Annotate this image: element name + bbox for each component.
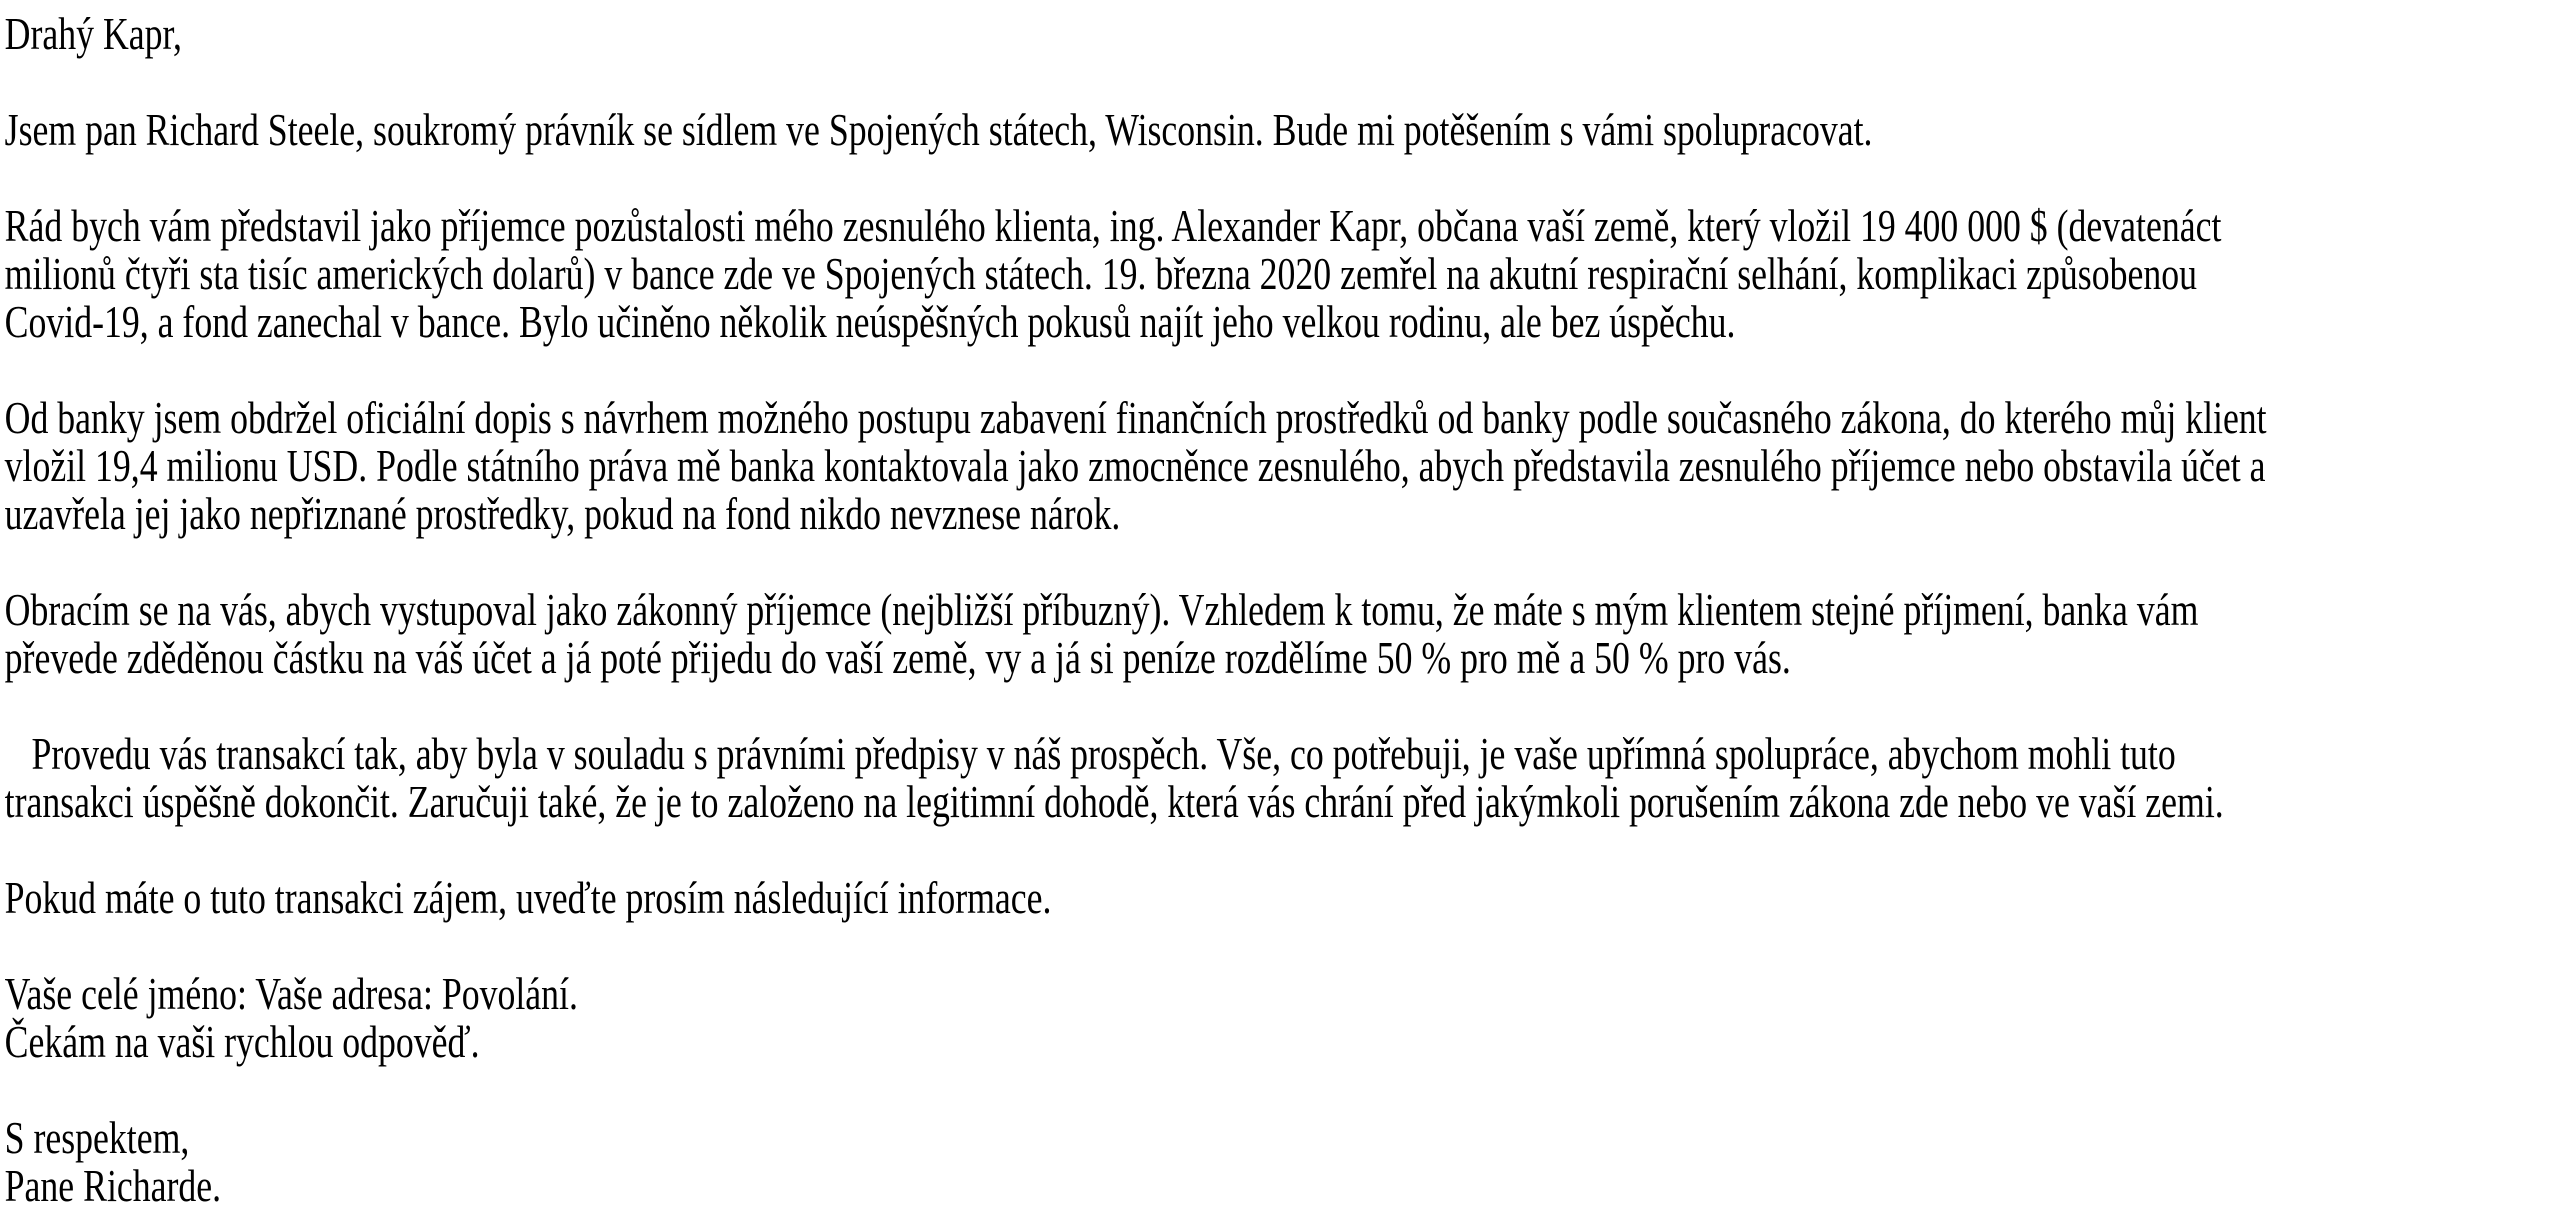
salutation	[5, 10, 2565, 58]
text-line: Covid-19, a fond zanechal v bance. Bylo učiněno několik neúspěšných pokusů najít jeho velkou rodinu, ale bez úspěchu.	[4, 296, 1736, 347]
text-line: Vaše celé jméno: Vaše adresa: Povolání.	[4, 968, 578, 1019]
text-line: převede zděděnou částku na váš účet a já poté přijedu do vaší země, vy a já si peníze rozdělíme 50 % pro mě a 50 % pro vás.	[4, 632, 1791, 683]
sender-name: Pane Richarde.	[4, 1160, 222, 1211]
text-line: Rád bych vám představil jako příjemce pozůstalosti mého zesnulého klienta, ing. Alexander Kapr, občana vaší země, který vložil 19 400 000 $ (devatenáct	[4, 200, 2222, 251]
text-line: Drahý Kapr,	[4, 8, 182, 59]
text-line: Čekám na vaši rychlou odpověď.	[4, 1016, 480, 1067]
introduction-paragraph	[5, 106, 2565, 154]
proposal-paragraph	[5, 586, 2565, 682]
text-line: uzavřela jej jako nepřiznané prostředky, pokud na fond nikdo nevznese nárok.	[4, 488, 1121, 539]
request-info-paragraph	[5, 874, 2565, 922]
text-line: Provedu vás transakcí tak, aby byla v souladu s právními předpisy v náš prospěch. Vše, co potřebuji, je vaše upřímná spolupráce, abychom mohli tuto	[4, 728, 2176, 779]
text-line: Pokud máte o tuto transakci zájem, uveďte prosím následující informace.	[4, 872, 1052, 923]
assurance-paragraph	[5, 730, 2565, 826]
text-line: Jsem pan Richard Steele, soukromý právník se sídlem ve Spojených státech, Wisconsin. Bude mi potěšením s vámi spolupracovat.	[4, 104, 1873, 155]
bank-letter-paragraph	[5, 394, 2565, 538]
text-line: transakci úspěšně dokončit. Zaručuji také, že je to založeno na legitimní dohodě, která vás chrání před jakýmkoli porušením zákona zde nebo ve vaší zemi.	[4, 776, 2224, 827]
text-line: milionů čtyři sta tisíc amerických dolarů) v bance zde ve Spojených státech. 19. března 2020 zemřel na akutní respirační selhání, komplikaci způsobenou	[4, 248, 2197, 299]
client-story-paragraph	[5, 202, 2565, 346]
closing-line: S respektem,	[4, 1112, 190, 1163]
info-fields-paragraph	[5, 970, 2565, 1066]
text-line: vložil 19,4 milionu USD. Podle státního práva mě banka kontaktovala jako zmocněnce zesnulého, abych představila zesnulého příjemce nebo obstavila účet a	[4, 440, 2266, 491]
text-line: Obracím se na vás, abych vystupoval jako zákonný příjemce (nejbližší příbuzný). Vzhledem k tomu, že máte s mým klientem stejné příjmení, banka vám	[4, 584, 2199, 635]
signature-block	[5, 1114, 2565, 1210]
text-line: Od banky jsem obdržel oficiální dopis s návrhem možného postupu zabavení finančních prostředků od banky podle současného zákona, do kterého můj klient	[4, 392, 2267, 443]
